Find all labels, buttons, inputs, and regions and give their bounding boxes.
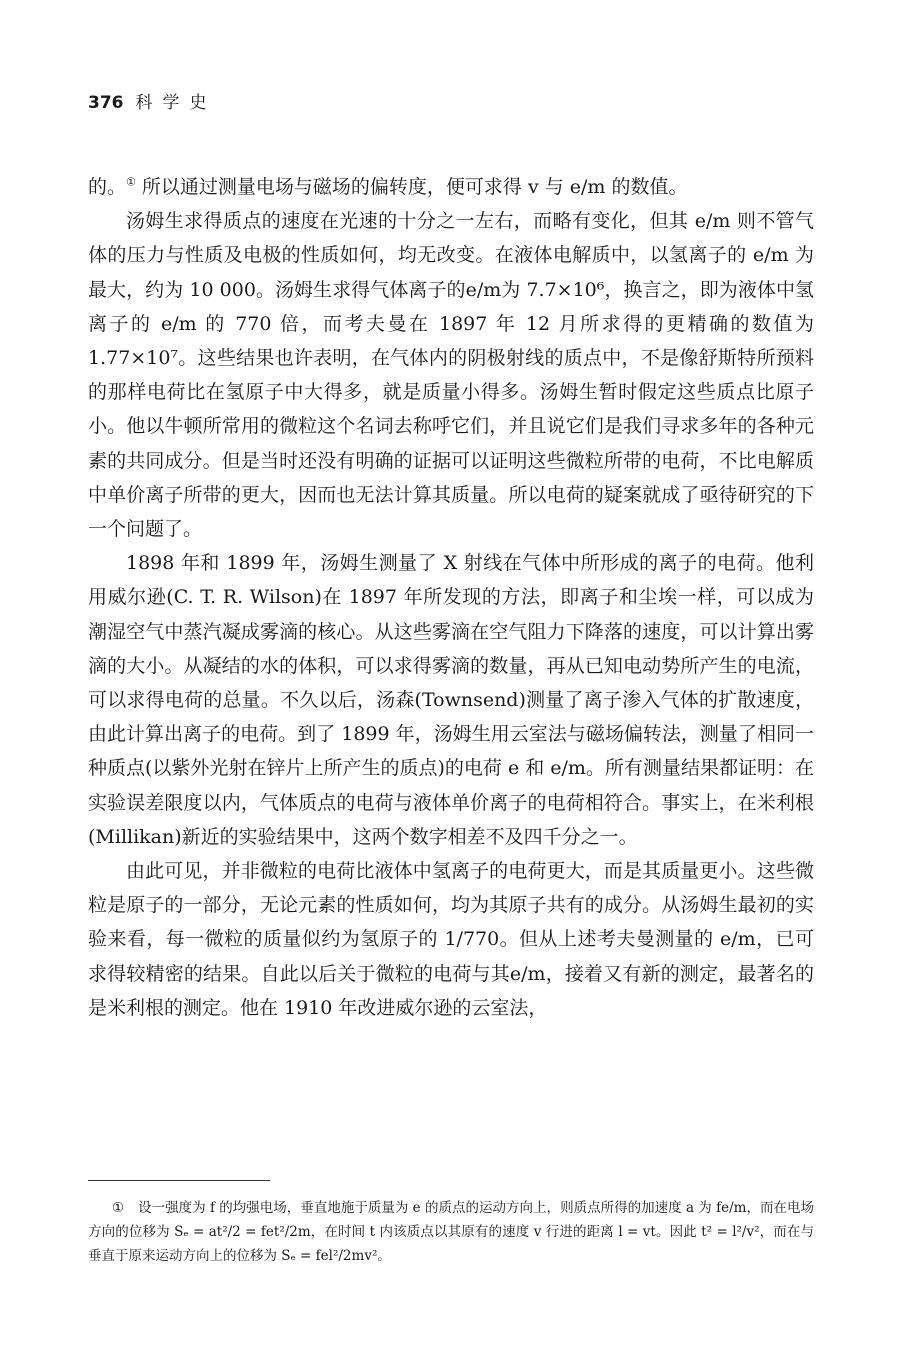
running-title: 科学史 bbox=[135, 93, 217, 113]
body-text bbox=[88, 170, 814, 1025]
footnote-text: 设一强度为 f 的均强电场，垂直地施于质量为 e 的质点的运动方向上，则质点所得的加速度 a 为 fe/m，而在电场方向的位移为 Sₑ = at²/2 = fet²/2m，在时间 t 内该质点以其原有的速度 v 行进的距离 l = vt。因此 t² = l²/v²，而在与垂直于原来运动方向上的位移为 Sₑ = fel²/2mv²。 bbox=[88, 1200, 814, 1264]
paragraph-4: 由此可见，并非微粒的电荷比液体中氢离子的电荷更大，而是其质量更小。这些微粒是原子的一部分，无论元素的性质如何，均为其原子共有的成分。从汤姆生最初的实验来看，每一微粒的质量似约为氢原子的 1/770。但从上述考夫曼测量的 e/m，已可求得较精密的结果。自此以后关于微粒的电荷与其e/m，接着又有新的测定，最著名的是米利根的测定。他在 1910 年改进威尔逊的云室法， bbox=[88, 860, 814, 1019]
paragraph-1-rest: 所以通过测量电场与磁场的偏转度，便可求得 v 与 e/m 的数值。 bbox=[135, 176, 688, 198]
paragraph-1-lead: 的。 bbox=[88, 176, 127, 198]
paragraph-3: 1898 年和 1899 年，汤姆生测量了 X 射线在气体中所形成的离子的电荷。他利用威尔逊(C. T. R. Wilson)在 1897 年所发现的方法，即离子和尘埃一样，可以成为潮湿空气中蒸汽凝成雾滴的核心。从这些雾滴在空气阻力下降落的速度，可以计算出雾滴的大小。从凝结的水的体积，可以求得雾滴的数量，再从已知电动势所产生的电流，可以求得电荷的总量。不久以后，汤森(Townsend)测量了离子渗入气体的扩散速度，由此计算出离子的电荷。到了 1899 年，汤姆生用云室法与磁场偏转法，测量了相同一种质点(以紫外光射在锌片上所产生的质点)的电荷 e 和 e/m。所有测量结果都证明：在实验误差限度以内，气体质点的电荷与液体单价离子的电荷相符合。事实上，在米利根(Millikan)新近的实验结果中，这两个数字相差不及四千分之一。 bbox=[88, 552, 814, 848]
footnote bbox=[88, 1196, 814, 1268]
footnote-reference[interactable]: ① bbox=[126, 175, 136, 189]
footnote-mark: ① bbox=[112, 1200, 125, 1216]
footnote-divider bbox=[88, 1180, 270, 1181]
page-number: 376 bbox=[88, 93, 124, 113]
running-header bbox=[88, 88, 217, 113]
paragraph-2: 汤姆生求得质点的速度在光速的十分之一左右，而略有变化，但其 e/m 则不管气体的压力与性质及电极的性质如何，均无改变。在液体电解质中，以氢离子的 e/m 为最大，约为 10 000。汤姆生求得气体离子的e/m为 7.7×10⁶，换言之，即为液体中氢离子的 e/m 的 770 倍，而考夫曼在 1897 年 12 月所求得的更精确的数值为 1.77×10⁷。这些结果也许表明，在气体内的阴极射线的质点中，不是像舒斯特所预料的那样电荷比在氢原子中大得多，就是质量小得多。汤姆生暂时假定这些质点比原子小。他以牛顿所常用的微粒这个名词去称呼它们，并且说它们是我们寻求多年的各种元素的共同成分。但是当时还没有明确的证据可以证明这些微粒所带的电荷，不比电解质中单价离子所带的更大，因而也无法计算其质量。所以电荷的疑案就成了亟待研究的下一个问题了。 bbox=[88, 210, 814, 541]
paragraph-1 bbox=[88, 170, 814, 204]
